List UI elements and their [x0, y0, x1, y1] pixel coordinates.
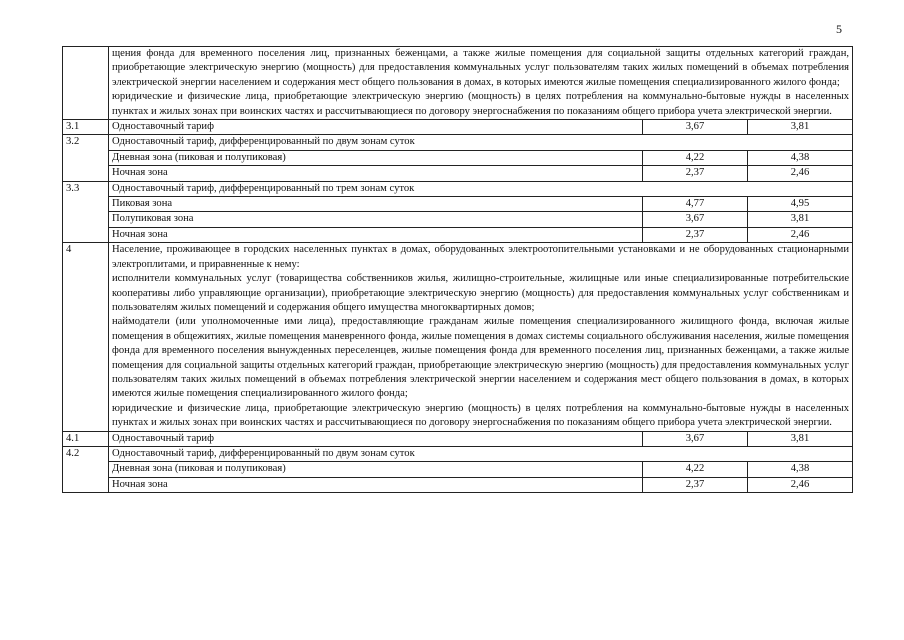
tariff-value-second-half: 2,46 — [748, 227, 853, 242]
tariff-value-first-half: 3,67 — [643, 120, 748, 135]
description-paragraph: юридические и физические лица, приобретающие электрическую энергию (мощность) в целях потребления на коммунально-бытовые нужды в населенных пунктах и жилых зонах при воинских частях и рассчитывающиеся по договору энергоснабжения по показаниям общего прибора учета электрической энергии. — [112, 402, 850, 429]
table-row — [63, 477, 853, 492]
tariff-value-first-half: 3,67 — [643, 212, 748, 227]
table-row — [63, 150, 853, 165]
tariff-value-first-half: 2,37 — [643, 477, 748, 492]
tariff-value-second-half: 3,81 — [748, 431, 853, 446]
tariff-value-second-half: 3,81 — [748, 120, 853, 135]
tariff-value-second-half: 2,46 — [748, 166, 853, 181]
zone-label: Дневная зона (пиковая и полупиковая) — [109, 462, 643, 477]
zone-label: Пиковая зона — [109, 197, 643, 212]
tariff-value-first-half: 2,37 — [643, 166, 748, 181]
tariff-table — [62, 46, 853, 493]
description-paragraph: юридические и физические лица, приобретающие электрическую энергию (мощность) в целях потребления на коммунально-бытовые нужды в населенных пунктах и жилых зонах при воинских частях и рассчитывающиеся по договору энергоснабжения по показаниям общего прибора учета электрической энергии. — [112, 91, 850, 117]
table-row — [63, 212, 853, 227]
tariff-group-label: Одноставочный тариф, дифференцированный по двум зонам суток — [109, 446, 853, 461]
row-number: 3.2 — [63, 135, 109, 181]
tariff-value-second-half: 3,81 — [748, 212, 853, 227]
table-row — [63, 120, 853, 135]
description-paragraph: наймодатели (или уполномоченные ими лица), предоставляющие гражданам жилые помещения специализированного жилищного фонда, включая жилые помещения в общежитиях, жилые помещения маневренного фонда, жилые помещения в домах системы социального обслуживания населения, жилые помещения фонда для временного поселения вынужденных переселенцев, жилые помещения фонда для временного поселения лиц, признанных беженцами, а также жилые помещения для социальной защиты отдельных категорий граждан, приобретающие электрическую энергию (мощность) для предоставления коммунальных услуг пользователям таких жилых помещений в объемах потребления электрической энергии населением и содержания мест общего пользования в домах, в которых имеются жилые помещения специализированного жилого фонда; — [112, 316, 850, 400]
zone-label: Полупиковая зона — [109, 212, 643, 227]
zone-label: Дневная зона (пиковая и полупиковая) — [109, 150, 643, 165]
row-number: 4.2 — [63, 446, 109, 492]
table-row — [63, 243, 853, 431]
table-row — [63, 462, 853, 477]
row-number — [63, 47, 109, 120]
table-row — [63, 431, 853, 446]
tariff-value-first-half: 4,22 — [643, 462, 748, 477]
tariff-value-second-half: 2,46 — [748, 477, 853, 492]
table-row — [63, 47, 853, 120]
tariff-label: Одноставочный тариф — [109, 431, 643, 446]
row-number: 3.3 — [63, 181, 109, 243]
tariff-value-first-half: 3,67 — [643, 431, 748, 446]
tariff-group-label: Одноставочный тариф, дифференцированный по двум зонам суток — [109, 135, 853, 150]
zone-label: Ночная зона — [109, 166, 643, 181]
description-paragraph: Население, проживающее в городских населенных пунктах в домах, оборудованных электроотопительными установками и не оборудованных стационарными электроплитами, и приравненные к нему: — [112, 244, 850, 270]
tariff-value-second-half: 4,38 — [748, 150, 853, 165]
zone-label: Ночная зона — [109, 477, 643, 492]
tariff-group-label: Одноставочный тариф, дифференцированный по трем зонам суток — [109, 181, 853, 196]
table-row — [63, 227, 853, 242]
table-row — [63, 446, 853, 461]
tariff-value-first-half: 4,77 — [643, 197, 748, 212]
page-number: 5 — [836, 22, 842, 36]
table-row — [63, 181, 853, 196]
row-number: 4 — [63, 243, 109, 431]
category-description — [109, 47, 853, 120]
category-description — [109, 243, 853, 431]
zone-label: Ночная зона — [109, 227, 643, 242]
description-paragraph: щения фонда для временного поселения лиц, признанных беженцами, а также жилые помещения для социальной защиты отдельных категорий граждан, приобретающие электрическую энергию (мощность) для предоставления коммунальных услуг пользователям таких жилых помещений в объемах потребления электрической энергии населением и содержания мест общего пользования в домах, в которых имеются жилые помещения специализированного жилого фонда; — [112, 48, 850, 88]
tariff-value-second-half: 4,38 — [748, 462, 853, 477]
tariff-value-second-half: 4,95 — [748, 197, 853, 212]
tariff-value-first-half: 2,37 — [643, 227, 748, 242]
row-number: 3.1 — [63, 120, 109, 135]
description-paragraph: исполнители коммунальных услуг (товарищества собственников жилья, жилищно-строительные, жилищные или иные специализированные потребительские кооперативы либо управляющие организации), приобретающие электрическую энергию (мощность) для предоставления коммунальных услуг собственникам и пользователям жилых помещений и содержания общего имущества многоквартирных домов; — [112, 273, 850, 313]
table-row — [63, 166, 853, 181]
table-row — [63, 135, 853, 150]
tariff-value-first-half: 4,22 — [643, 150, 748, 165]
tariff-label: Одноставочный тариф — [109, 120, 643, 135]
row-number: 4.1 — [63, 431, 109, 446]
table-row — [63, 197, 853, 212]
